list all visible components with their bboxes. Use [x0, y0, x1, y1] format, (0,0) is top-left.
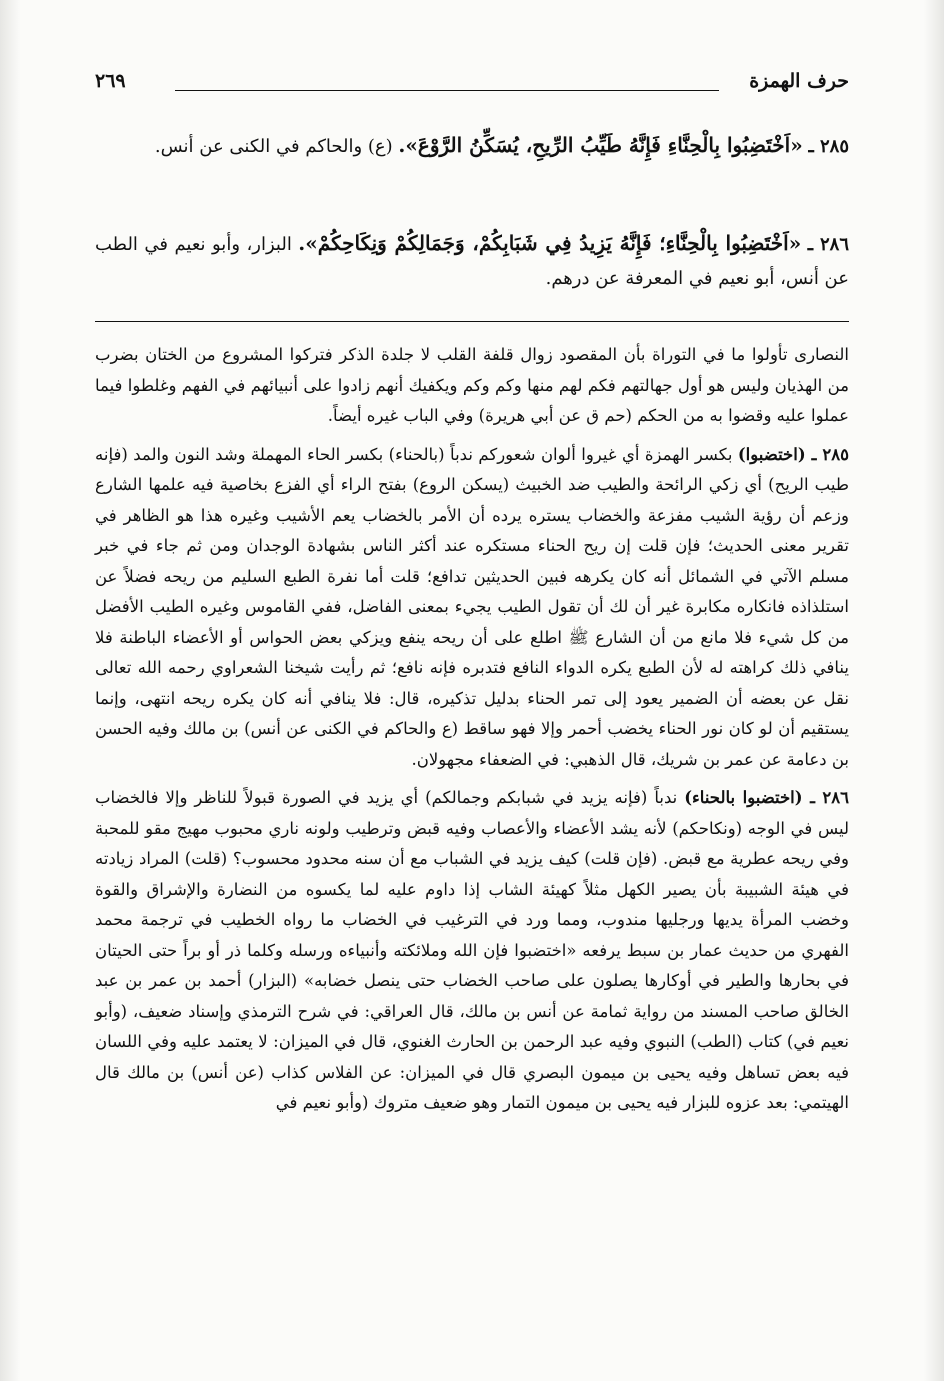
page-header [95, 70, 849, 100]
footnote-separator [95, 321, 849, 322]
page-number: ٢٦٩ [95, 70, 126, 92]
commentary-body: ندباً (فإنه يزيد في شبابكم وجمالكم) أي يزيد في الصورة قبولاً للناظر وإلا فالخضاب ليس في الوجه (ونكاحكم) لأنه يشد الأعضاء والأعصاب وفيه قبض وترطيب ولونه ناري محبوب مهيج مقو للمحبة وفي ريحه عطرية مع قبض. (فإن قلت) كيف يزيد في الشباب مع أن سنه محدود محسوب؟ (قلت) المراد زيادته في هيئة الشبيبة بأن يصير الكهل مثلاً كهيئة الشاب إذا داوم عليه لما يكسوه من النضارة والإشراق والقوة وخضب المرأة يديها ورجليها مندوب، ومما ورد في الترغيب في الخضاب ما رواه الخطيب في ترجمة محمد الفهري من حديث عمار بن سبط يرفعه «اختضبوا فإن الله وملائكته وأنبياءه ورسله وكلما ذر أو براً حتى الحيتان في بحارها والطير في أوكارها يصلون على صاحب الخضاب حتى ينصل خضابه» (البزار) أحمد بن عمر بن عبد الخالق صاحب المسند من رواية ثمامة عن أنس بن مالك، قال العراقي: في شرح الترمذي وإسناد ضعيف، (وأبو نعيم في) كتاب (الطب) النبوي وفيه عبد الرحمن بن الحارث الغنوي، قال في الميزان: لا يعتمد عليه وفي اللسان فيه بعض تساهل وفيه يحيى بن ميمون البصري قال في الميزان: عن الفلاس كذاب (عن أنس) بن مالك قال الهيتمي: بعد عزوه للبزار فيه يحيى بن ميمون التمار وهو ضعيف متروك (وأبو نعيم في [95, 788, 849, 1112]
commentary-lead: ٢٨٥ ـ (اختضبوا) [737, 444, 849, 464]
chapter-title: حرف الهمزة [749, 70, 849, 92]
hadith-text: «اَخْتَضِبُوا بِالْحِنَّاءِ فَإِنَّهُ طَيِّبُ الرِّيحِ، يُسَكِّنُ الرَّوْعَ». [398, 133, 803, 157]
commentary-lead: ٢٨٦ ـ (اختضبوا بالحناء) [684, 788, 850, 807]
commentary-body: بكسر الهمزة أي غيروا ألوان شعوركم ندباً (بالحناء) بكسر الحاء المهملة وشد النون والمد (فإنه طيب الريح) أي زكي الرائحة والطيب ضد الخبيث (يسكن الروع) بفتح الراء أي الفزع بخاصية فيه علمها الشارع وزعم أن رؤية الشيب مفزعة والخضاب يستره يرده أن الأمر بالخضاب يعم الأشيب وغيره هذا هو الظاهر في تقرير معنى الحديث؛ فإن قلت إن ريح الحناء مستكره عند أكثر الناس بشهادة الوجدان ومن ثم جاء في خبر مسلم الآتي في الشمائل أنه كان يكرهه فبين الحديثين تدافع؛ قلت أما نفرة الطبع السليم من ريحه فضلاً عن استلذاذه فانكاره مكابرة غير أن لك أن تقول الطيب يجيء بمعنى الفاضل، ففي القاموس وغيره الطيب الأفضل من كل شيء فلا مانع من أن الشارع ﷺ اطلع على أن ريحه ينفع ويزكي بعض الحواس أو الأعضاء الباطنة فلا ينافي ذلك كراهته له لأن الطبع يكره الدواء النافع فتدبره فإنه نافع؛ ثم رأيت شيخنا الشعراوي رحمه الله تعالى نقل عن بعضه أن الضمير يعود إلى تمر الحناء بدليل تذكيره، قال: فلا ينافي أنه كان يكره ريحه انتهى، وإنما يستقيم أن لو كان نور الحناء يخضب أحمر وإلا فهو ساقط (ع والحاكم في الكنى عن أنس) بن مالك وفيه الحسن بن دعامة عن عمر بن شريك، قال الذهبي: في الضعفاء مجهولان. [95, 444, 849, 769]
commentary-285 [95, 440, 849, 776]
hadith-286 [95, 226, 849, 296]
hadith-number: ٢٨٥ ـ [808, 136, 849, 157]
hadith-source: البزار، وأبو نعيم في الطب عن أنس، أبو نعيم في المعرفة عن درهم. [95, 234, 849, 289]
commentary-intro: النصارى تأولوا ما في التوراة بأن المقصود زوال قلفة القلب لا جلدة الذكر فتركوا المشروع من الختان بضرب من الهذيان وليس هو أول جهالتهم فكم لهم منها وكم وكم ويكفيك أنهم زادوا على أنبيائهم في الفهم وغلطوا فيما عملوا عليه وقضوا به من الحكم (حم ق عن أبي هريرة) وفي الباب غيره أيضاً. [95, 345, 849, 425]
scan-edge-left [0, 0, 20, 1381]
hadith-text: «اَخْتَضِبُوا بِالْحِنَّاءِ؛ فَإِنَّهُ يَزِيدُ فِي شَبَابِكُمْ، وَجَمَالِكُمْ وَنِكَاحِكُمْ». [298, 231, 802, 255]
hadith-source: (ع) والحاكم في الكنى عن أنس. [154, 136, 393, 157]
commentary-286 [95, 783, 849, 1119]
scan-edge-right [924, 0, 944, 1381]
commentary [95, 340, 849, 1127]
hadith-number: ٢٨٦ ـ [807, 234, 849, 255]
header-rule [175, 90, 719, 91]
hadith-285 [95, 128, 849, 164]
